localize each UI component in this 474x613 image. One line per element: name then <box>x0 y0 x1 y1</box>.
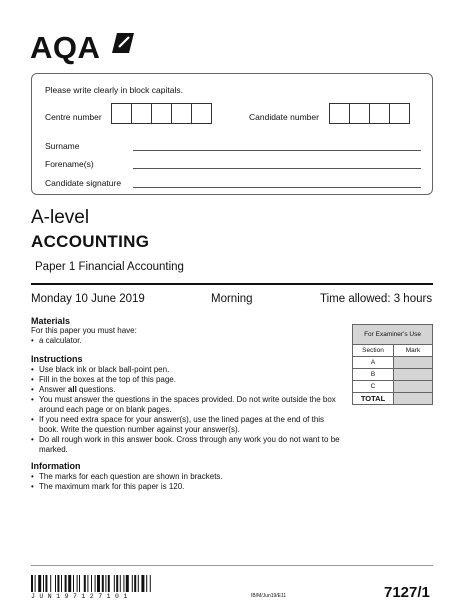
barcode-bar <box>150 575 151 592</box>
title-divider <box>31 283 433 285</box>
barcode-bar <box>132 575 133 592</box>
surname-field[interactable] <box>133 150 421 151</box>
candidate-info-box <box>31 73 433 195</box>
barcode-bar <box>73 575 74 592</box>
mark-column-header: Mark <box>394 345 433 357</box>
barcode-bar <box>61 575 62 592</box>
information-list <box>31 472 341 492</box>
list-item: • Answer all questions. <box>31 385 341 395</box>
barcode-bar <box>114 575 115 592</box>
barcode-bar <box>77 575 78 592</box>
information-heading: Information <box>31 461 81 471</box>
total-mark-cell <box>394 393 433 405</box>
footer-divider <box>31 565 433 566</box>
time-allowed: Time allowed: 3 hours <box>320 293 433 305</box>
barcode-bar <box>35 575 36 592</box>
barcode-bar <box>50 575 51 592</box>
forenames-field[interactable] <box>133 168 421 169</box>
candidate-number-field[interactable] <box>330 103 410 124</box>
barcode-bar <box>134 575 136 592</box>
barcode-bar <box>45 575 47 592</box>
subject-title: ACCOUNTING <box>31 232 150 251</box>
candidate-number-digit-box[interactable] <box>329 103 350 124</box>
aqa-logo-text: AQA <box>30 30 101 65</box>
centre-number-digit-box[interactable] <box>171 103 192 124</box>
signature-field[interactable] <box>133 187 421 188</box>
qualification-level: A-level <box>31 207 90 228</box>
centre-number-field[interactable] <box>112 103 212 124</box>
barcode-bar <box>91 575 92 592</box>
barcode-bar <box>146 575 147 592</box>
barcode-bar <box>105 575 106 592</box>
list-item: • Fill in the boxes at the top of this page. <box>31 375 341 385</box>
list-item: • Do all rough work in this answer book. Cross through any work you do not want to be marked. <box>31 435 341 455</box>
examiners-use-table <box>352 324 433 405</box>
section-column-header: Section <box>353 345 394 357</box>
barcode-bar <box>138 575 139 592</box>
barcode-bar <box>68 575 71 592</box>
barcode-bar <box>84 575 86 592</box>
examiners-use-title: For Examiner's Use <box>353 325 433 345</box>
barcode-text: JUN197127101 <box>31 593 132 600</box>
exam-session: Morning <box>211 293 253 305</box>
barcode-bar <box>141 575 144 592</box>
list-item: • If you need extra space for your answer(s), use the lined pages at the end of this book. Write the question number against your answer(s). <box>31 415 341 435</box>
section-label: C <box>353 381 394 393</box>
section-label: A <box>353 357 394 369</box>
instructions-heading: Instructions <box>31 354 83 364</box>
candidate-number-digit-box[interactable] <box>389 103 410 124</box>
list-item: • a calculator. <box>31 336 331 346</box>
barcode-bar <box>126 575 129 592</box>
centre-number-digit-box[interactable] <box>191 103 212 124</box>
barcode-bar <box>87 575 88 592</box>
barcode-bar <box>55 575 56 592</box>
barcode-bar <box>57 575 59 592</box>
list-item: • Use black ink or black ball-point pen. <box>31 365 341 375</box>
materials-list <box>31 336 331 346</box>
surname-label: Surname <box>45 141 80 151</box>
total-label: TOTAL <box>353 393 394 405</box>
list-item: • The maximum mark for this paper is 120. <box>31 482 341 492</box>
barcode-bar <box>95 575 96 592</box>
barcode-bar <box>123 575 124 592</box>
barcode-bar <box>65 575 67 592</box>
block-capitals-instruction: Please write clearly in block capitals. <box>45 85 183 95</box>
section-label: B <box>353 369 394 381</box>
forenames-label: Forename(s) <box>45 159 94 169</box>
paper-code: 7127/1 <box>384 584 430 601</box>
centre-number-digit-box[interactable] <box>111 103 132 124</box>
barcode-bar <box>43 575 44 592</box>
mark-cell <box>394 357 433 369</box>
barcode-bar <box>116 575 118 592</box>
barcode-bar <box>102 575 104 592</box>
candidate-number-digit-box[interactable] <box>349 103 370 124</box>
candidate-number-label: Candidate number <box>249 112 319 122</box>
exam-date: Monday 10 June 2019 <box>31 293 145 305</box>
aqa-logo-mark-icon <box>112 33 134 53</box>
materials-intro: For this paper you must have: <box>31 326 137 335</box>
barcode-bar <box>97 575 100 592</box>
centre-number-digit-box[interactable] <box>151 103 172 124</box>
barcode-bar <box>79 575 80 592</box>
signature-label: Candidate signature <box>45 178 122 188</box>
mark-cell <box>394 369 433 381</box>
list-item: • The marks for each question are shown in brackets. <box>31 472 341 482</box>
list-item: • You must answer the questions in the spaces provided. Do not write outside the box around each page or on blank pages. <box>31 395 341 415</box>
centre-number-digit-box[interactable] <box>131 103 152 124</box>
instructions-list <box>31 365 341 455</box>
barcode-icon <box>31 575 189 592</box>
candidate-number-digit-box[interactable] <box>369 103 390 124</box>
document-reference: IB/M/Jun19/E11 <box>251 593 287 599</box>
mark-cell <box>394 381 433 393</box>
barcode-bar <box>120 575 121 592</box>
paper-title: Paper 1 Financial Accounting <box>35 261 184 273</box>
barcode-bar <box>38 575 41 592</box>
centre-number-label: Centre number <box>45 112 102 122</box>
materials-heading: Materials <box>31 316 71 326</box>
barcode-bar <box>108 575 110 592</box>
barcode-bar <box>31 575 33 592</box>
